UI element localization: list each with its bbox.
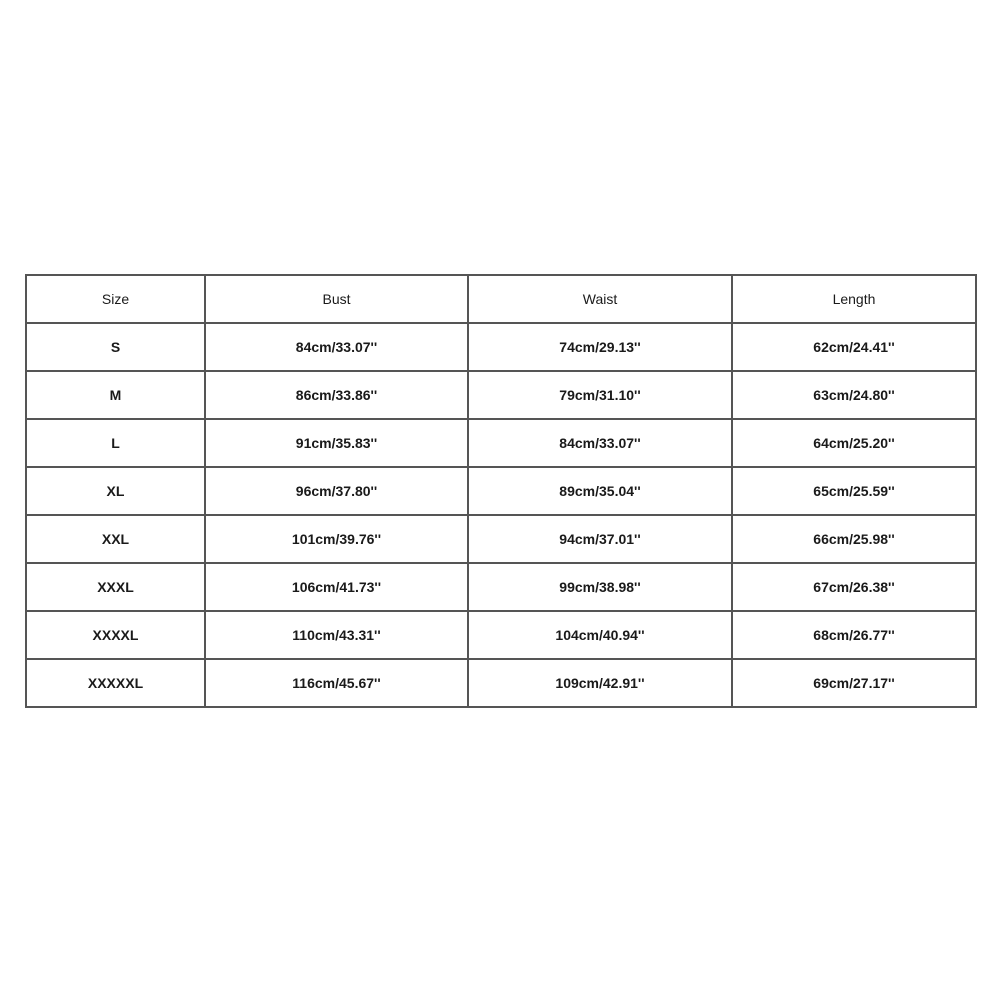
header-bust: Bust (205, 275, 468, 323)
waist-cell: 99cm/38.98'' (468, 563, 732, 611)
waist-cell: 104cm/40.94'' (468, 611, 732, 659)
size-cell: S (26, 323, 205, 371)
table-row (26, 467, 976, 515)
table-row (26, 611, 976, 659)
size-cell: L (26, 419, 205, 467)
length-cell: 66cm/25.98'' (732, 515, 976, 563)
bust-cell: 116cm/45.67'' (205, 659, 468, 707)
size-cell: XXXL (26, 563, 205, 611)
length-cell: 69cm/27.17'' (732, 659, 976, 707)
waist-cell: 94cm/37.01'' (468, 515, 732, 563)
size-cell: XL (26, 467, 205, 515)
size-cell: XXL (26, 515, 205, 563)
bust-cell: 91cm/35.83'' (205, 419, 468, 467)
table-header-row (26, 275, 976, 323)
bust-cell: 106cm/41.73'' (205, 563, 468, 611)
size-chart-table (25, 274, 977, 708)
bust-cell: 101cm/39.76'' (205, 515, 468, 563)
length-cell: 63cm/24.80'' (732, 371, 976, 419)
waist-cell: 109cm/42.91'' (468, 659, 732, 707)
bust-cell: 84cm/33.07'' (205, 323, 468, 371)
length-cell: 64cm/25.20'' (732, 419, 976, 467)
waist-cell: 74cm/29.13'' (468, 323, 732, 371)
size-cell: XXXXL (26, 611, 205, 659)
length-cell: 67cm/26.38'' (732, 563, 976, 611)
bust-cell: 86cm/33.86'' (205, 371, 468, 419)
table-row (26, 659, 976, 707)
header-size: Size (26, 275, 205, 323)
length-cell: 68cm/26.77'' (732, 611, 976, 659)
table-row (26, 515, 976, 563)
header-waist: Waist (468, 275, 732, 323)
header-length: Length (732, 275, 976, 323)
bust-cell: 110cm/43.31'' (205, 611, 468, 659)
waist-cell: 79cm/31.10'' (468, 371, 732, 419)
waist-cell: 84cm/33.07'' (468, 419, 732, 467)
table-row (26, 563, 976, 611)
size-cell: XXXXXL (26, 659, 205, 707)
bust-cell: 96cm/37.80'' (205, 467, 468, 515)
waist-cell: 89cm/35.04'' (468, 467, 732, 515)
table-row (26, 323, 976, 371)
table-row (26, 419, 976, 467)
length-cell: 65cm/25.59'' (732, 467, 976, 515)
table-row (26, 371, 976, 419)
size-cell: M (26, 371, 205, 419)
length-cell: 62cm/24.41'' (732, 323, 976, 371)
